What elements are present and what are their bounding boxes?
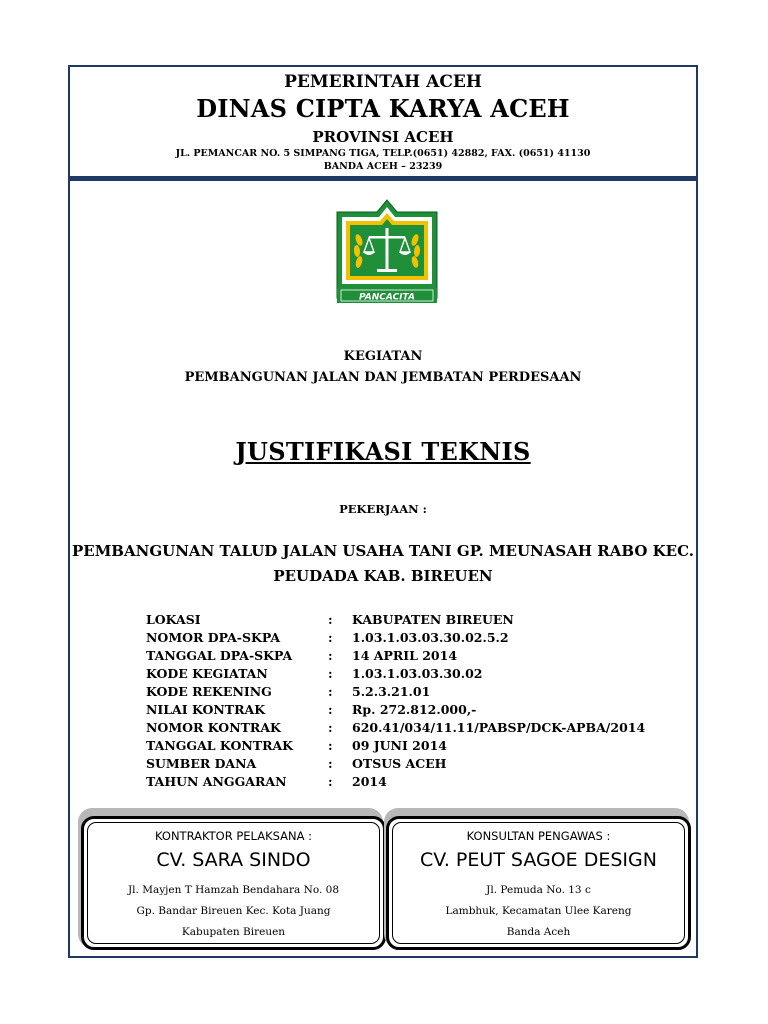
consultant-address-3: Banda Aceh — [506, 926, 571, 938]
detail-separator: : — [328, 612, 333, 627]
detail-separator: : — [328, 648, 333, 663]
cover-frame — [68, 65, 698, 958]
detail-separator: : — [328, 720, 333, 735]
detail-label: NOMOR KONTRAK — [146, 720, 281, 735]
consultant-name: CV. PEUT SAGOE DESIGN — [420, 849, 657, 871]
contractor-address-3: Kabupaten Bireuen — [181, 926, 286, 938]
detail-value: 620.41/034/11.11/PABSP/DCK-APBA/2014 — [352, 720, 646, 735]
detail-value: 2014 — [352, 774, 387, 789]
detail-separator: : — [328, 774, 333, 789]
detail-value: KABUPATEN BIREUEN — [352, 612, 514, 627]
detail-value: 1.03.1.03.03.30.02.5.2 — [352, 630, 509, 645]
detail-label: KODE KEGIATAN — [146, 666, 268, 681]
kegiatan-value: PEMBANGUNAN JALAN DAN JEMBATAN PERDESAAN — [184, 370, 582, 385]
detail-value: 5.2.3.21.01 — [352, 684, 431, 699]
contractor-card — [81, 816, 386, 950]
letterhead-divider — [70, 176, 696, 181]
detail-label: LOKASI — [146, 612, 201, 627]
pancacita-emblem-icon — [333, 198, 441, 311]
detail-value: 1.03.1.03.03.30.02 — [352, 666, 483, 681]
office-city: BANDA ACEH – 23239 — [323, 161, 443, 172]
contractor-address-2: Gp. Bandar Bireuen Kec. Kota Juang — [136, 905, 331, 917]
contractor-name: CV. SARA SINDO — [156, 849, 311, 871]
detail-separator: : — [328, 756, 333, 771]
detail-label: TANGGAL DPA-SKPA — [146, 648, 293, 663]
pekerjaan-heading: PEKERJAAN : — [339, 502, 427, 516]
detail-value: 14 APRIL 2014 — [352, 648, 458, 663]
detail-label: KODE REKENING — [146, 684, 272, 699]
detail-separator: : — [328, 666, 333, 681]
detail-value: OTSUS ACEH — [352, 756, 447, 771]
detail-label: SUMBER DANA — [146, 756, 257, 771]
consultant-address-2: Lambhuk, Kecamatan Ulee Kareng — [445, 905, 632, 917]
government-name: PEMERINTAH ACEH — [284, 72, 482, 92]
contractor-role: KONTRAKTOR PELAKSANA : — [154, 829, 312, 843]
detail-separator: : — [328, 684, 333, 699]
office-address: JL. PEMANCAR NO. 5 SIMPANG TIGA, TELP.(0651) 42882, FAX. (0651) 41130 — [175, 148, 591, 159]
detail-value: 09 JUNI 2014 — [352, 738, 447, 753]
pekerjaan-line-2: PEUDADA KAB. BIREUEN — [273, 567, 493, 585]
detail-label: NOMOR DPA-SKPA — [146, 630, 281, 645]
detail-label: TANGGAL KONTRAK — [146, 738, 294, 753]
kegiatan-heading: KEGIATAN — [343, 349, 423, 364]
detail-separator: : — [328, 702, 333, 717]
document-title: JUSTIFIKASI TEKNIS — [235, 437, 531, 466]
consultant-address-1: Jl. Pemuda No. 13 c — [486, 884, 591, 896]
department-name: DINAS CIPTA KARYA ACEH — [196, 94, 570, 123]
detail-label: NILAI KONTRAK — [146, 702, 266, 717]
detail-value: Rp. 272.812.000,- — [352, 702, 477, 717]
contractor-address-1: Jl. Mayjen T Hamzah Bendahara No. 08 — [127, 884, 340, 896]
province-name: PROVINSI ACEH — [312, 128, 454, 146]
detail-label: TAHUN ANGGARAN — [146, 774, 287, 789]
detail-separator: : — [328, 630, 333, 645]
pekerjaan-line-1: PEMBANGUNAN TALUD JALAN USAHA TANI GP. MEUNASAH RABO KEC. — [71, 542, 694, 560]
consultant-card — [386, 816, 691, 950]
consultant-role: KONSULTAN PENGAWAS : — [466, 829, 611, 843]
detail-separator: : — [328, 738, 333, 753]
svg-text:PANCACITA: PANCACITA — [359, 292, 415, 303]
